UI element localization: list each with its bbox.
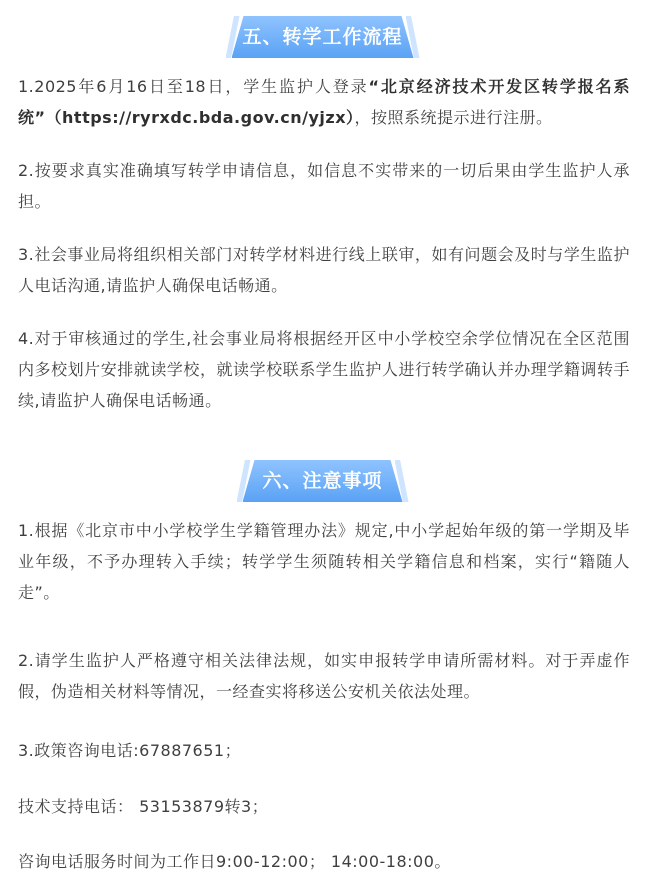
section-5-title: 五、转学工作流程: [242, 26, 403, 48]
tech-support-hotline: 技术支持电话： 53153879转3；: [18, 797, 269, 816]
system-url[interactable]: （https://ryrxdc.bda.gov.cn/yjzx）: [45, 108, 355, 127]
section-5-item-3: 3.社会事业局将组织相关部门对转学材料进行线上联审，如有问题会及时与学生监护人电话沟通,请监护人确保电话畅通。: [18, 245, 630, 295]
section-5-banner: [232, 16, 414, 58]
section-5-item-4: 4.对于审核通过的学生,社会事业局将根据经开区中小学校空余学位情况在全区范围内多校划片安排就读学校，就读学校联系学生监护人进行转学确认并办理学籍调转手续,请监护人确保电话畅通。: [18, 329, 630, 410]
section-6-item-2: 2.请学生监护人严格遵守相关法律法规，如实申报转学申请所需材料。对于弄虚作假，伪造相关材料等情况，一经查实将移送公安机关依法处理。: [18, 651, 630, 701]
policy-hotline: 3.政策咨询电话:67887651；: [18, 741, 242, 760]
service-hours: 咨询电话服务时间为工作日9:00-12:00； 14:00-18:00。: [18, 852, 451, 871]
system-name: “北京经济技术开发区转学报名系统”: [18, 77, 630, 127]
section-5-item-1: [18, 71, 630, 133]
item-1-prefix: 1.2025年6月16日至18日，学生监护人登录: [18, 77, 369, 96]
section-6-banner: [243, 460, 403, 502]
item-1-suffix: ，按照系统提示进行注册。: [354, 108, 553, 127]
section-5-item-2: 2.按要求真实准确填写转学申请信息，如信息不实带来的一切后果由学生监护人承担。: [18, 161, 630, 211]
section-6-title: 六、注意事项: [262, 470, 383, 492]
section-6-item-1: 1.根据《北京市中小学校学生学籍管理办法》规定,中小学起始年级的第一学期及毕业年级，不予办理转入手续；转学学生须随转相关学籍信息和档案，实行“籍随人走”。: [18, 521, 630, 602]
